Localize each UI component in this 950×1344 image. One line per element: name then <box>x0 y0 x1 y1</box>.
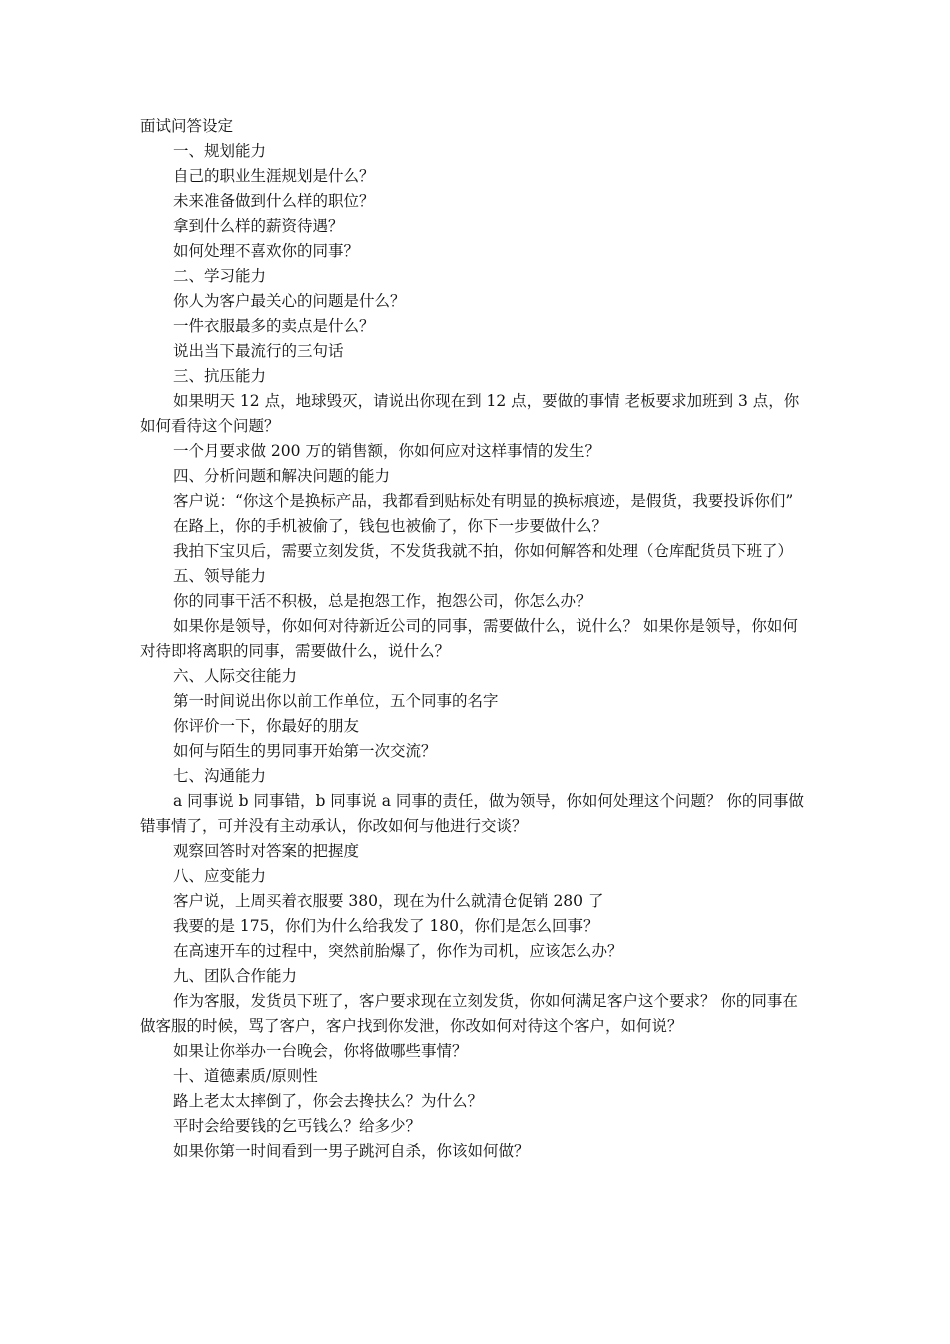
question-line: 客户说，上周买着衣服要 380，现在为什么就清仓促销 280 了 <box>173 892 604 910</box>
section-heading: 四、分析问题和解决问题的能力 <box>173 467 391 485</box>
section-heading: 十、道德素质/原则性 <box>173 1067 318 1085</box>
section-heading: 七、沟通能力 <box>173 767 267 785</box>
question-line: 如何与陌生的男同事开始第一次交流？ <box>173 742 437 760</box>
section-heading: 一、规划能力 <box>173 142 267 160</box>
question-line: 你人为客户最关心的问题是什么？ <box>173 292 406 310</box>
question-line: 客户说：“你这个是换标产品，我都看到贴标处有明显的换标痕迹，是假货，我要投诉你们” <box>173 492 794 510</box>
question-line: 我拍下宝贝后，需要立刻发货，不发货我就不拍，你如何解答和处理（仓库配货员下班了） <box>173 542 794 560</box>
section-heading: 二、学习能力 <box>173 267 267 285</box>
question-line: 未来准备做到什么样的职位？ <box>173 192 375 210</box>
document-page <box>140 114 812 1164</box>
document-title: 面试问答设定 <box>140 117 234 135</box>
question-line: 路上老太太摔倒了，你会去搀扶么？为什么？ <box>173 1092 484 1110</box>
question-line: 观察回答时对答案的把握度 <box>173 842 360 860</box>
question-line: 我要的是 175，你们为什么给我发了 180，你们是怎么回事？ <box>173 917 599 935</box>
question-line: 如果你是领导，你如何对待新近公司的同事，需要做什么，说什么？ 如果你是领导，你如何对待即将离职的同事，需要做什么，说什么？ <box>140 617 798 660</box>
question-line: 在高速开车的过程中，突然前胎爆了，你作为司机，应该怎么办？ <box>173 942 623 960</box>
question-line: 如果明天 12 点，地球毁灭，请说出你现在到 12 点，要做的事情 老板要求加班到 3 点，你如何看待这个问题？ <box>140 392 800 435</box>
question-line: 你的同事干活不积极，总是抱怨工作，抱怨公司，你怎么办？ <box>173 592 592 610</box>
question-line: 自己的职业生涯规划是什么？ <box>173 167 375 185</box>
question-line: a 同事说 b 同事错，b 同事说 a 同事的责任，做为领导，你如何处理这个问题？ 你的同事做错事情了，可并没有主动承认，你改如何与他进行交谈？ <box>140 792 804 835</box>
section-heading: 九、团队合作能力 <box>173 967 298 985</box>
question-line: 你评价一下，你最好的朋友 <box>173 717 360 735</box>
section-heading: 八、应变能力 <box>173 867 267 885</box>
section-heading: 六、人际交往能力 <box>173 667 298 685</box>
section-heading: 五、领导能力 <box>173 567 267 585</box>
question-line: 第一时间说出你以前工作单位，五个同事的名字 <box>173 692 499 710</box>
question-line: 平时会给要钱的乞丐钱么？给多少？ <box>173 1117 422 1135</box>
section-heading: 三、抗压能力 <box>173 367 267 385</box>
question-line: 拿到什么样的薪资待遇？ <box>173 217 344 235</box>
question-line: 说出当下最流行的三句话 <box>173 342 344 360</box>
question-line: 如果你第一时间看到一男子跳河自杀，你该如何做？ <box>173 1142 530 1160</box>
question-line: 一件衣服最多的卖点是什么？ <box>173 317 375 335</box>
question-line: 如果让你举办一台晚会，你将做哪些事情？ <box>173 1042 468 1060</box>
question-line: 一个月要求做 200 万的销售额，你如何应对这样事情的发生？ <box>173 442 600 460</box>
question-line: 如何处理不喜欢你的同事？ <box>173 242 360 260</box>
question-line: 作为客服，发货员下班了，客户要求现在立刻发货，你如何满足客户这个要求？ 你的同事在做客服的时候，骂了客户，客户找到你发泄，你改如何对待这个客户，如何说？ <box>140 992 798 1035</box>
question-line: 在路上，你的手机被偷了，钱包也被偷了，你下一步要做什么？ <box>173 517 608 535</box>
